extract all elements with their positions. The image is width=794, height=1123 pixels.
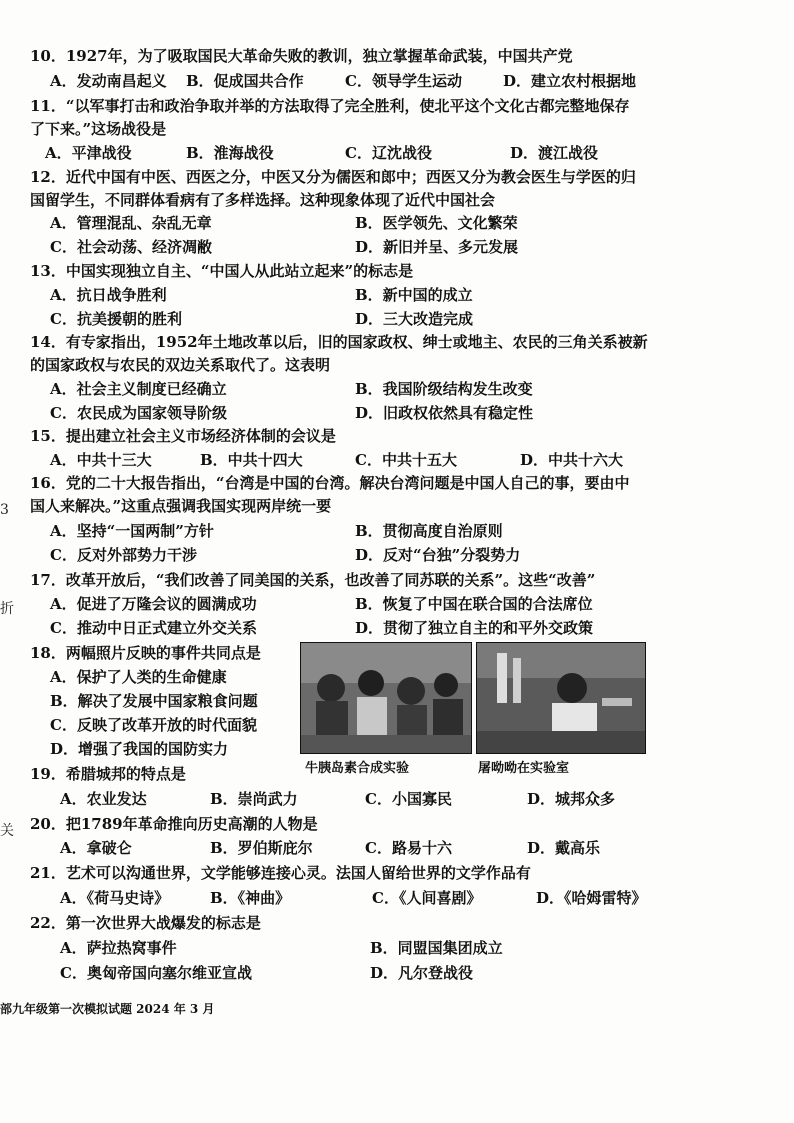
- q22-option-a: A．萨拉热窝事件: [60, 939, 177, 957]
- margin-mark-1: 3: [0, 502, 9, 518]
- q14-option-b: B．我国阶级结构发生改变: [355, 380, 533, 398]
- q10-option-b: B．促成国共合作: [186, 72, 304, 90]
- question-12-stem-line2: 国留学生，不同群体看病有了多样选择。这种现象体现了近代中国社会: [30, 191, 496, 209]
- q16-option-d: D．反对“台独”分裂势力: [355, 546, 521, 564]
- question-18-stem: 18．两幅照片反映的事件共同点是: [30, 644, 261, 662]
- question-16-stem-line2: 国人来解决。”这重点强调我国实现两岸统一要: [30, 497, 332, 515]
- q19-option-d: D．城邦众多: [527, 790, 616, 808]
- q18-option-b: B．解决了发展中国家粮食问题: [50, 692, 258, 710]
- q10-option-a: A．发动南昌起义: [50, 72, 167, 90]
- question-14-stem-line1: 14．有专家指出，1952年土地改革以后，旧的国家政权、绅士或地主、农民的三角关系被新: [30, 333, 648, 351]
- insulin-photo-caption: 牛胰岛素合成实验: [305, 761, 410, 776]
- q10-option-d: D．建立农村根据地: [503, 72, 637, 90]
- question-20-stem: 20．把1789年革命推向历史高潮的人物是: [30, 815, 318, 833]
- q11-option-a: A．平津战役: [45, 144, 132, 162]
- q12-option-c: C．社会动荡、经济凋敝: [50, 238, 212, 256]
- question-22-stem: 22．第一次世界大战爆发的标志是: [30, 914, 261, 932]
- q13-option-a: A．抗日战争胜利: [50, 286, 167, 304]
- q21-option-b: B．《神曲》: [210, 889, 291, 907]
- q19-option-a: A．农业发达: [60, 790, 147, 808]
- question-21-stem: 21．艺术可以沟通世界，文学能够连接心灵。法国人留给世界的文学作品有: [30, 864, 531, 882]
- q17-option-c: C．推动中日正式建立外交关系: [50, 619, 257, 637]
- q13-option-c: C．抗美援朝的胜利: [50, 310, 182, 328]
- q16-option-a: A．坚持“一国两制”方针: [50, 522, 214, 540]
- q12-option-d: D．新旧并呈、多元发展: [355, 238, 519, 256]
- q10-option-c: C．领导学生运动: [345, 72, 462, 90]
- q12-option-a: A．管理混乱、杂乱无章: [50, 214, 212, 232]
- q17-option-a: A．促进了万隆会议的圆满成功: [50, 595, 257, 613]
- question-11-stem-line1: 11．“以军事打击和政治争取并举的方法取得了完全胜利，使北平这个文化古都完整地保存: [30, 97, 630, 115]
- q13-option-b: B．新中国的成立: [355, 286, 473, 304]
- q15-option-c: C．中共十五大: [355, 451, 457, 469]
- question-15-stem: 15．提出建立社会主义市场经济体制的会议是: [30, 427, 336, 445]
- question-19-stem: 19．希腊城邦的特点是: [30, 765, 186, 783]
- tu-youyou-lab-photo: [476, 642, 646, 754]
- q15-option-a: A．中共十三大: [50, 451, 152, 469]
- q20-option-a: A．拿破仑: [60, 839, 132, 857]
- q13-option-d: D．三大改造完成: [355, 310, 474, 328]
- q20-option-b: B．罗伯斯庇尔: [210, 839, 313, 857]
- insulin-synthesis-photo: [300, 642, 472, 754]
- q18-option-c: C．反映了改革开放的时代面貌: [50, 716, 257, 734]
- tu-youyou-photo-caption: 屠呦呦在实验室: [478, 761, 570, 776]
- q21-option-a: A．《荷马史诗》: [60, 889, 170, 907]
- question-11-stem-line2: 了下来。”这场战役是: [30, 120, 167, 138]
- q15-option-b: B．中共十四大: [200, 451, 303, 469]
- q18-photos: [300, 642, 644, 752]
- q19-option-b: B．崇尚武力: [210, 790, 298, 808]
- question-17-stem: 17．改革开放后，“我们改善了同美国的关系，也改善了同苏联的关系”。这些“改善”: [30, 571, 596, 589]
- q22-option-c: C．奥匈帝国向塞尔维亚宣战: [60, 964, 252, 982]
- q21-option-c: C．《人间喜剧》: [372, 889, 482, 907]
- q11-option-d: D．渡江战役: [510, 144, 599, 162]
- question-13-stem: 13．中国实现独立自主、“中国人从此站立起来”的标志是: [30, 262, 414, 280]
- question-10-stem: 10．1927年，为了吸取国民大革命失败的教训，独立掌握革命武装，中国共产党: [30, 47, 573, 65]
- question-14-stem-line2: 的国家政权与农民的双边关系取代了。这表明: [30, 356, 331, 374]
- q18-option-a: A．保护了人类的生命健康: [50, 668, 227, 686]
- q22-option-d: D．凡尔登战役: [370, 964, 474, 982]
- q16-option-c: C．反对外部势力干涉: [50, 546, 197, 564]
- q21-option-d: D．《哈姆雷特》: [536, 889, 647, 907]
- q14-option-a: A．社会主义制度已经确立: [50, 380, 227, 398]
- q20-option-d: D．戴高乐: [527, 839, 601, 857]
- q20-option-c: C．路易十六: [365, 839, 452, 857]
- q15-option-d: D．中共十六大: [520, 451, 624, 469]
- q18-option-d: D．增强了我国的国防实力: [50, 740, 229, 758]
- margin-mark-2: 折: [0, 601, 14, 617]
- q19-option-c: C．小国寡民: [365, 790, 452, 808]
- q22-option-b: B．同盟国集团成立: [370, 939, 503, 957]
- question-12-stem-line1: 12．近代中国有中医、西医之分，中医又分为儒医和郎中；西医又分为教会医生与学医的归: [30, 168, 636, 186]
- question-16-stem-line1: 16．党的二十大报告指出，“台湾是中国的台湾。解决台湾问题是中国人自己的事，要由中: [30, 474, 630, 492]
- margin-mark-3: 关: [0, 823, 14, 839]
- q17-option-d: D．贯彻了独立自主的和平外交政策: [355, 619, 594, 637]
- q11-option-b: B．淮海战役: [186, 144, 274, 162]
- q16-option-b: B．贯彻高度自治原则: [355, 522, 503, 540]
- q11-option-c: C．辽沈战役: [345, 144, 432, 162]
- exam-footer: 部九年级第一次模拟试题 2024 年 3 月: [0, 1002, 215, 1016]
- q14-option-c: C．农民成为国家领导阶级: [50, 404, 227, 422]
- q14-option-d: D．旧政权依然具有稳定性: [355, 404, 534, 422]
- q12-option-b: B．医学领先、文化繁荣: [355, 214, 518, 232]
- q17-option-b: B．恢复了中国在联合国的合法席位: [355, 595, 593, 613]
